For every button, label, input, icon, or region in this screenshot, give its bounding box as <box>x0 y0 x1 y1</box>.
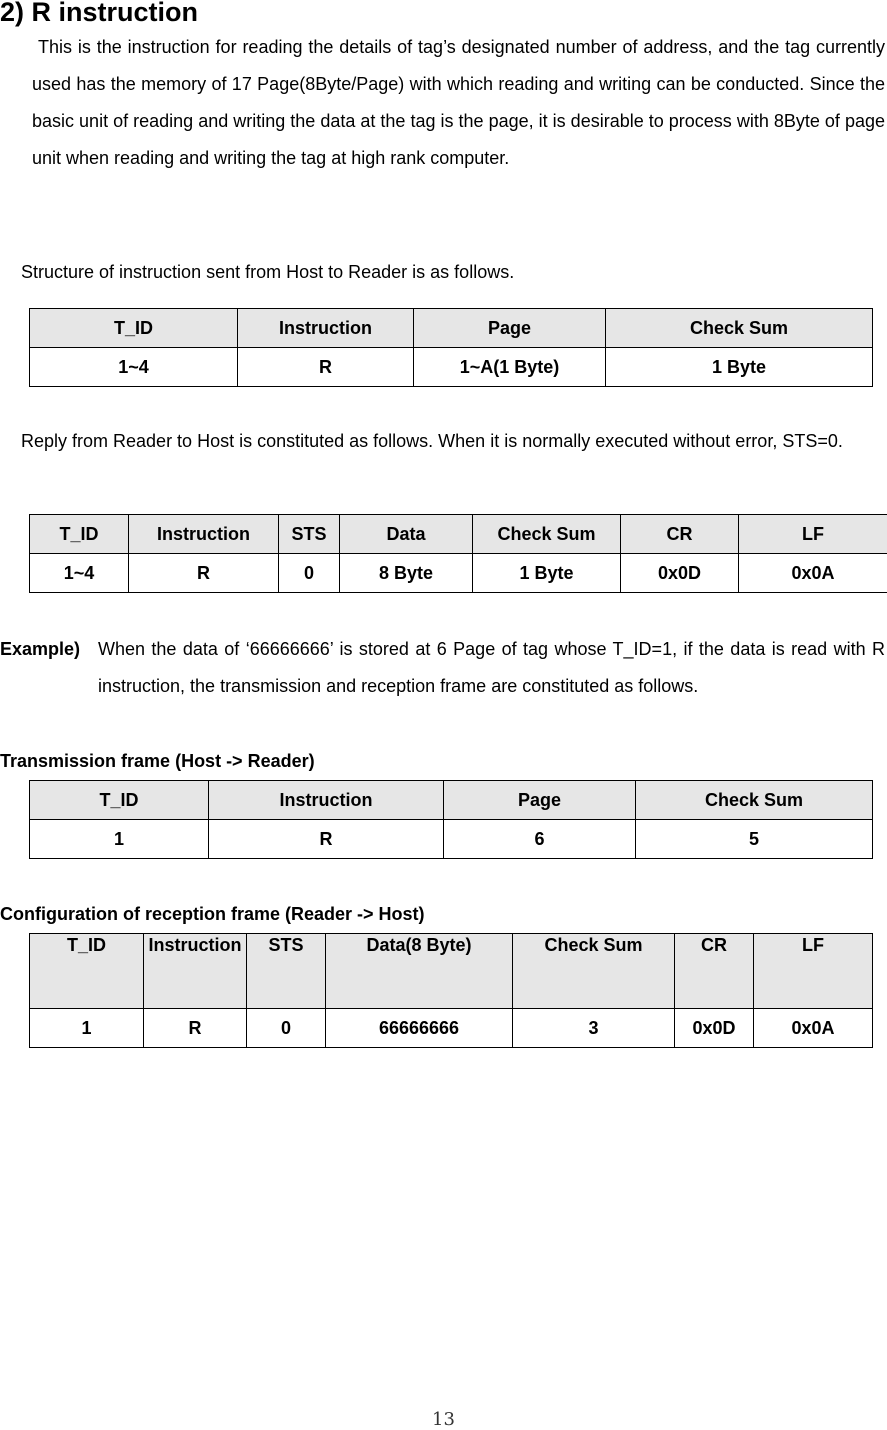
table-header: T_ID <box>30 934 144 1009</box>
transmission-frame-table <box>29 780 873 859</box>
table-header: Data <box>340 515 473 554</box>
table-header: CR <box>675 934 754 1009</box>
table-header: STS <box>247 934 326 1009</box>
table-header: T_ID <box>30 515 129 554</box>
reception-frame-title: Configuration of reception frame (Reader -> Host) <box>0 903 425 925</box>
table-header: LF <box>739 515 887 554</box>
table-row <box>30 1009 873 1048</box>
example-label: Example) <box>0 631 80 668</box>
table-header: Instruction <box>144 934 247 1009</box>
table-header: Page <box>414 309 606 348</box>
table-cell: 66666666 <box>326 1009 513 1048</box>
table-cell: 1~4 <box>30 554 129 593</box>
table-header: Data(8 Byte) <box>326 934 513 1009</box>
table-cell: 0x0A <box>754 1009 873 1048</box>
table-cell: 0x0A <box>739 554 887 593</box>
example-text: When the data of ‘66666666’ is stored at 6 Page of tag whose T_ID=1, if the data is read with R instruction, the transmission and reception frame are constituted as follows. <box>98 631 885 705</box>
table-cell: R <box>238 348 414 387</box>
table-cell: 1 Byte <box>473 554 621 593</box>
reception-frame-table <box>29 933 873 1048</box>
table-header: Instruction <box>129 515 279 554</box>
table-cell: R <box>144 1009 247 1048</box>
table-header: Check Sum <box>606 309 873 348</box>
table-cell: 8 Byte <box>340 554 473 593</box>
table-cell: 5 <box>636 820 873 859</box>
table-header: T_ID <box>30 309 238 348</box>
table-header-row <box>30 515 887 554</box>
table-header: CR <box>621 515 739 554</box>
table-cell: 1 Byte <box>606 348 873 387</box>
table-cell: 0x0D <box>675 1009 754 1048</box>
section-title: 2) R instruction <box>0 0 198 28</box>
table-cell: 6 <box>444 820 636 859</box>
table-header-row <box>30 309 873 348</box>
table-row <box>30 820 873 859</box>
reply-structure-table <box>29 514 887 593</box>
table-cell: R <box>129 554 279 593</box>
table-header: Check Sum <box>636 781 873 820</box>
table-header-row <box>30 934 873 1009</box>
table-cell: 1 <box>30 1009 144 1048</box>
page-number: 13 <box>0 1409 887 1430</box>
table-header: Page <box>444 781 636 820</box>
table-header-row <box>30 781 873 820</box>
table-cell: 0x0D <box>621 554 739 593</box>
table-cell: 0 <box>247 1009 326 1048</box>
table-cell: 1 <box>30 820 209 859</box>
table-header: Check Sum <box>513 934 675 1009</box>
reply-text: Reply from Reader to Host is constituted as follows. When it is normally executed without error, STS=0. <box>21 423 885 460</box>
instruction-structure-table <box>29 308 873 387</box>
table-cell: 1~A(1 Byte) <box>414 348 606 387</box>
table-header: LF <box>754 934 873 1009</box>
table-header: T_ID <box>30 781 209 820</box>
table-header: Check Sum <box>473 515 621 554</box>
table-cell: 0 <box>279 554 340 593</box>
table-cell: 3 <box>513 1009 675 1048</box>
table-header: Instruction <box>209 781 444 820</box>
table-header: Instruction <box>238 309 414 348</box>
table-cell: R <box>209 820 444 859</box>
table-row <box>30 554 887 593</box>
transmission-frame-title: Transmission frame (Host -> Reader) <box>0 750 315 772</box>
table-header: STS <box>279 515 340 554</box>
table-cell: 1~4 <box>30 348 238 387</box>
structure-text: Structure of instruction sent from Host to Reader is as follows. <box>21 254 881 291</box>
intro-paragraph: This is the instruction for reading the details of tag’s designated number of address, and the tag currently used has the memory of 17 Page(8Byte/Page) with which reading and writing can be conducted. Since the basic unit of reading and writing the data at the tag is the page, it is desirable to process with 8Byte of page unit when reading and writing the tag at high rank computer. <box>32 29 885 177</box>
table-row <box>30 348 873 387</box>
